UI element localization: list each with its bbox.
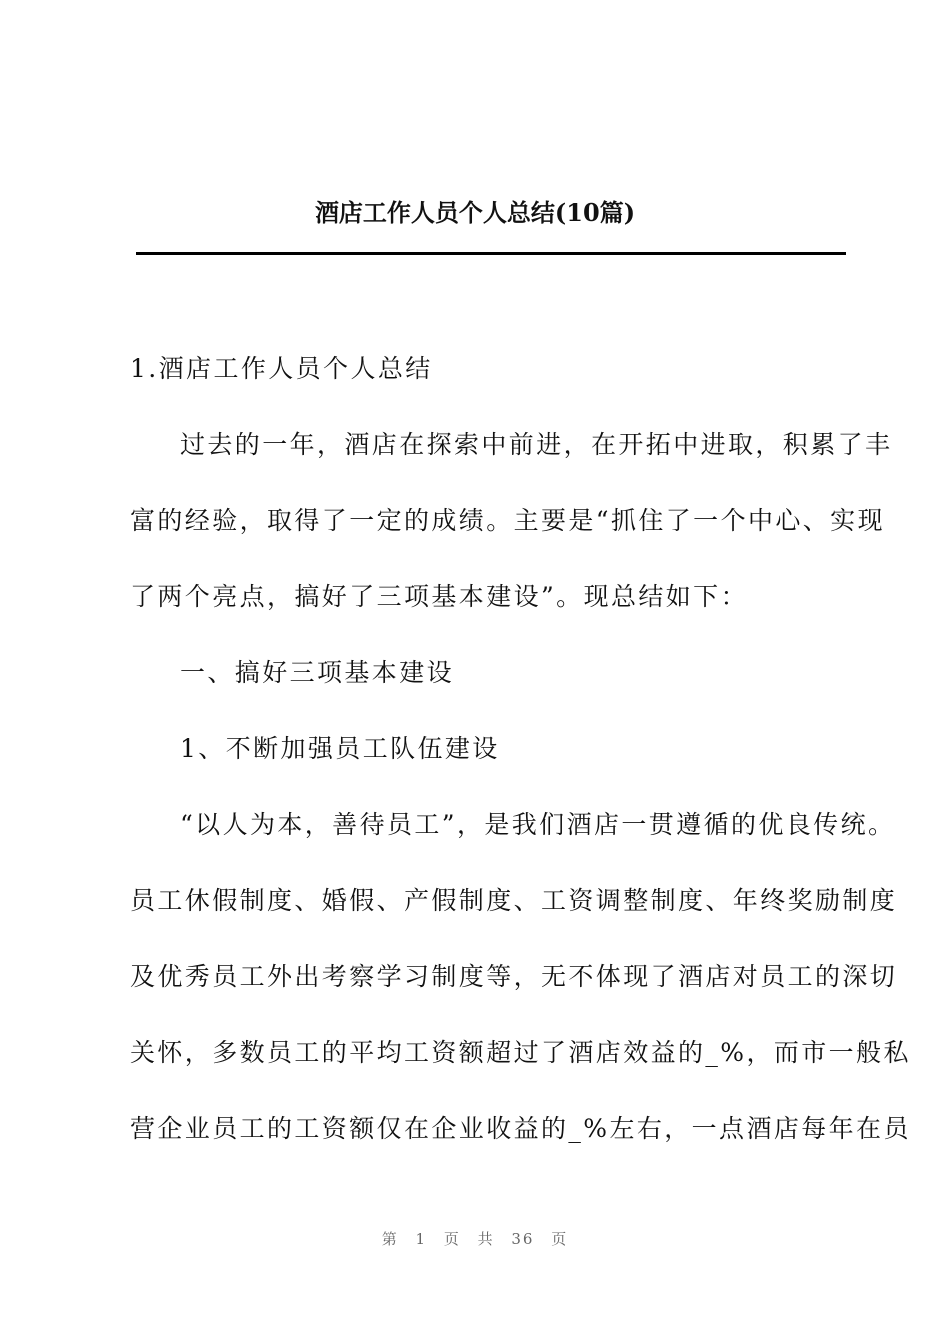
paragraph-line: “以人为本，善待员工”，是我们酒店一贯遵循的优良传统。 bbox=[180, 810, 896, 839]
document-title: 酒店工作人员个人总结(10篇) bbox=[314, 198, 636, 227]
section-heading: 1.酒店工作人员个人总结 bbox=[130, 354, 433, 383]
page-number: 第 1 页 共 36 页 bbox=[381, 1230, 569, 1248]
document-body bbox=[130, 344, 911, 1180]
title-divider bbox=[136, 252, 846, 255]
subsection-heading: 一、搞好三项基本建设 bbox=[180, 658, 455, 687]
subsection-heading: 1、不断加强员工队伍建设 bbox=[180, 734, 500, 763]
paragraph-line: 关怀，多数员工的平均工资额超过了酒店效益的_%，而市一般私 bbox=[130, 1038, 911, 1067]
paragraph-line: 了两个亮点，搞好了三项基本建设”。现总结如下： bbox=[130, 582, 748, 611]
paragraph-line: 富的经验，取得了一定的成绩。主要是“抓住了一个中心、实现 bbox=[130, 506, 885, 535]
paragraph-line: 过去的一年，酒店在探索中前进，在开拓中进取，积累了丰 bbox=[180, 430, 893, 459]
paragraph-line: 员工休假制度、婚假、产假制度、工资调整制度、年终奖励制度 bbox=[130, 886, 898, 915]
paragraph-line: 及优秀员工外出考察学习制度等，无不体现了酒店对员工的深切 bbox=[130, 962, 898, 991]
paragraph-line: 营企业员工的工资额仅在企业收益的_%左右，一点酒店每年在员 bbox=[130, 1114, 911, 1143]
